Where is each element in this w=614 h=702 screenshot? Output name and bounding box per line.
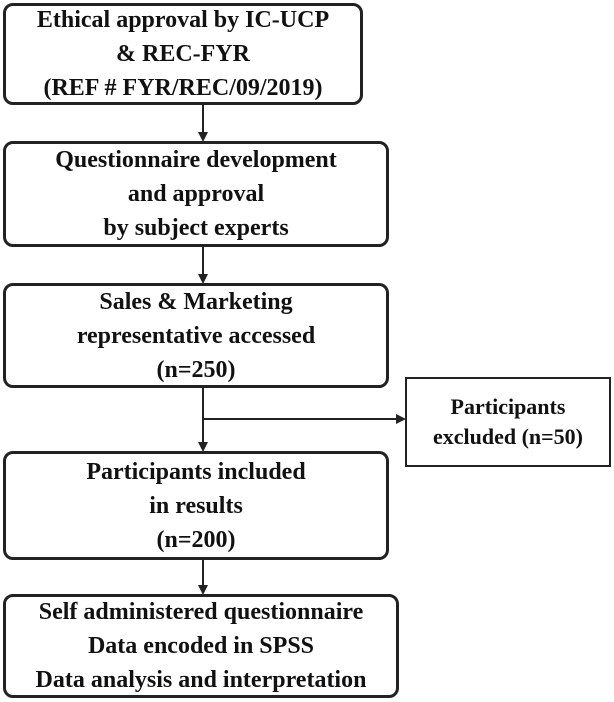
step2-line-1: Questionnaire development bbox=[55, 147, 337, 173]
step3-line-1: Sales & Marketing bbox=[99, 288, 293, 315]
participants-excluded-box bbox=[405, 377, 611, 467]
step5-line-2: Data encoded in SPSS bbox=[87, 633, 315, 659]
step5-line-1: Self administered questionnaire bbox=[38, 599, 364, 625]
step1-line-2: & REC-FYR bbox=[116, 41, 250, 67]
step-participants-included bbox=[3, 451, 389, 560]
step1-line-1: Ethical approval by IC-UCP bbox=[36, 7, 330, 33]
step5-line-3: Data analysis and interpretation bbox=[35, 667, 367, 693]
step-questionnaire-development bbox=[3, 141, 389, 247]
step-data-analysis bbox=[3, 594, 399, 698]
step4-line-2: in results bbox=[149, 492, 243, 519]
step3-line-2: representative accessed bbox=[76, 322, 316, 349]
excluded-line-1: Participants bbox=[450, 394, 566, 419]
step2-line-2: and approval bbox=[127, 181, 265, 207]
excluded-line-2: excluded (n=50) bbox=[432, 424, 584, 449]
step4-line-3: (n=200) bbox=[156, 526, 236, 553]
step3-line-3: (n=250) bbox=[156, 356, 236, 383]
step4-line-1: Participants included bbox=[86, 458, 306, 485]
step-sales-marketing-accessed bbox=[3, 283, 389, 388]
step2-line-3: by subject experts bbox=[103, 215, 289, 241]
step-ethical-approval bbox=[3, 3, 363, 105]
step1-line-3: (REF # FYR/REC/09/2019) bbox=[43, 75, 323, 101]
